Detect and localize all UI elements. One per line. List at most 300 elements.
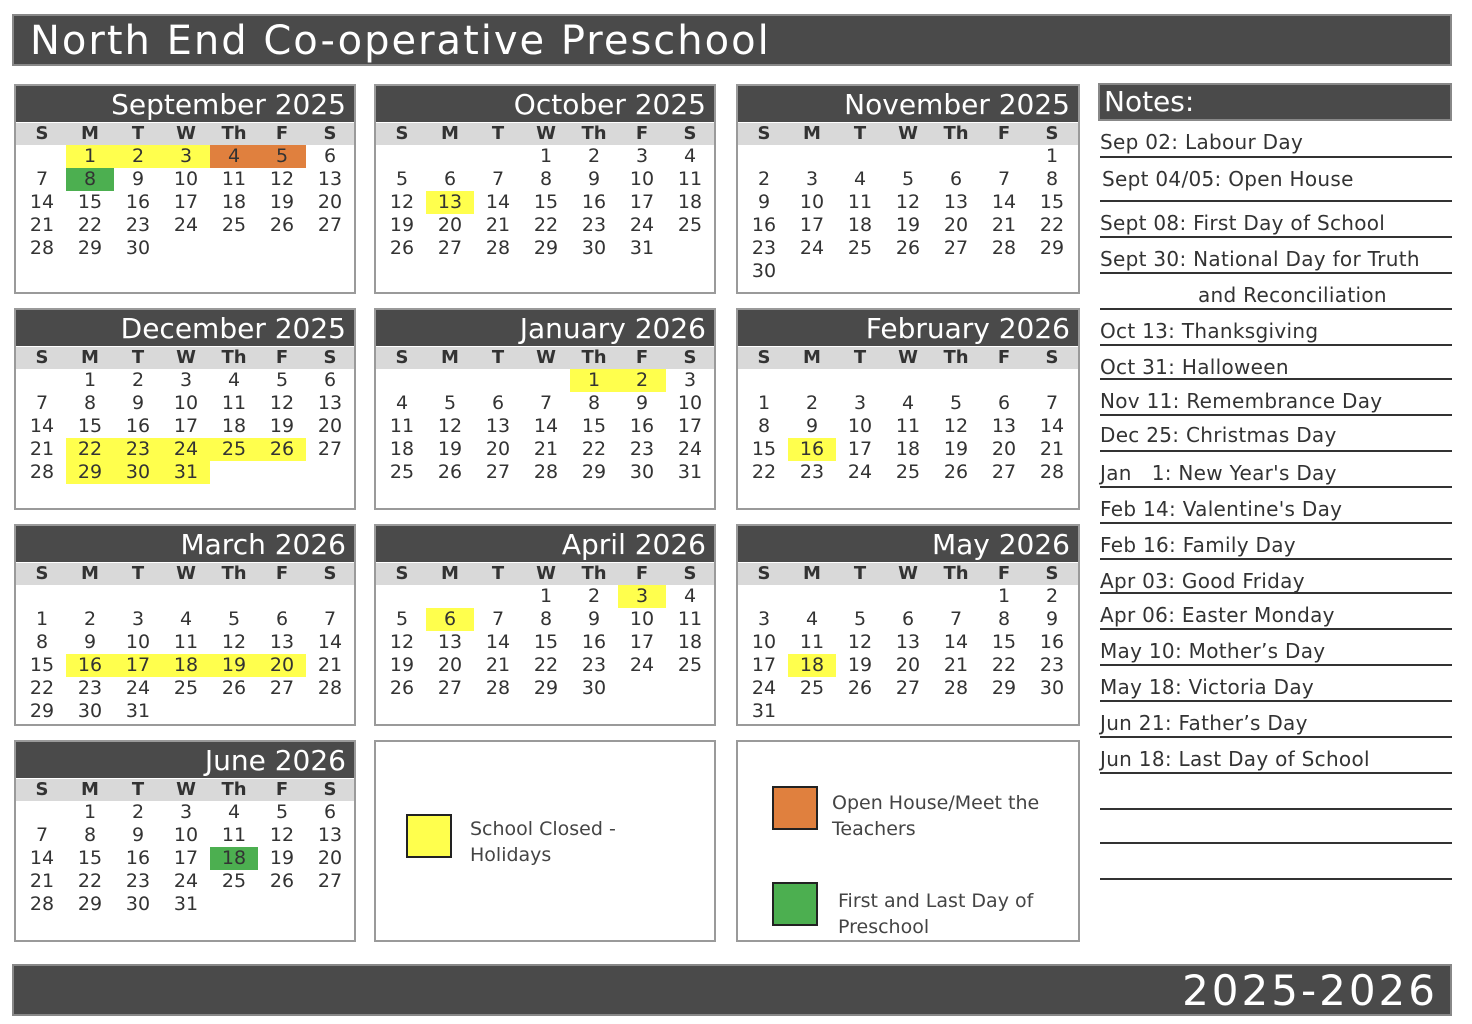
- weekday-header: [16, 563, 354, 585]
- day-cell: 23: [799, 461, 825, 483]
- day-cell: 12: [895, 191, 921, 213]
- day-cell: [210, 585, 258, 608]
- weekday-label: T: [491, 347, 505, 368]
- week-row: [738, 145, 1078, 168]
- day-cell: 19: [210, 654, 258, 677]
- week-row: [738, 168, 1078, 191]
- week-row: [738, 438, 1078, 461]
- day-cell: 14: [29, 191, 55, 213]
- day-cell: 28: [29, 237, 55, 259]
- day-cell: 25: [799, 677, 825, 699]
- day-cell: [426, 585, 474, 608]
- day-cell: 29: [1039, 237, 1065, 259]
- note-rule: [1100, 272, 1452, 274]
- day-cell: 22: [751, 461, 777, 483]
- month-calendar: [14, 524, 356, 726]
- day-cell: 20: [317, 415, 343, 437]
- note-entry: Sept 08: First Day of School: [1100, 211, 1386, 235]
- note-entry: Jan 1: New Year's Day: [1100, 461, 1337, 485]
- day-cell: 8: [997, 608, 1011, 630]
- day-cell: 28: [943, 677, 969, 699]
- month-calendar: [736, 84, 1080, 294]
- weekday-header: [738, 123, 1078, 145]
- week-row: [16, 700, 354, 723]
- day-cell: 12: [943, 415, 969, 437]
- weekday-label: F: [275, 347, 289, 368]
- weekday-label: M: [81, 563, 99, 584]
- day-cell: 14: [317, 631, 343, 653]
- day-cell: 30: [125, 893, 151, 915]
- month-calendar: [14, 84, 356, 294]
- day-cell: 29: [991, 677, 1017, 699]
- month-title: May 2026: [738, 526, 1078, 562]
- month-title: December 2025: [16, 310, 354, 346]
- day-cell: [980, 260, 1028, 283]
- day-cell: [836, 369, 884, 392]
- week-row: [16, 677, 354, 700]
- weekday-label: M: [441, 123, 459, 144]
- day-cell: 30: [77, 700, 103, 722]
- day-cell: 25: [173, 677, 199, 699]
- day-cell: [884, 585, 932, 608]
- weekday-label: F: [275, 563, 289, 584]
- day-cell: [378, 369, 426, 392]
- day-cell: 13: [317, 824, 343, 846]
- day-cell: 22: [991, 654, 1017, 676]
- day-cell: 4: [683, 585, 697, 607]
- day-cell: 15: [77, 847, 103, 869]
- day-cell: 18: [162, 654, 210, 677]
- title-bar: [12, 14, 1452, 66]
- day-cell: 23: [629, 438, 655, 460]
- day-cell: 10: [799, 191, 825, 213]
- week-row: [16, 870, 354, 893]
- weekday-label: F: [997, 123, 1011, 144]
- day-cell: 22: [77, 214, 103, 236]
- week-row: [376, 369, 714, 392]
- day-cell: 31: [629, 237, 655, 259]
- day-cell: 22: [533, 214, 559, 236]
- day-cell: 3: [131, 608, 145, 630]
- week-row: [738, 631, 1078, 654]
- day-cell: 16: [751, 214, 777, 236]
- month-calendar: [374, 84, 716, 294]
- day-cell: 13: [426, 191, 474, 214]
- weekday-label: M: [81, 779, 99, 800]
- day-cell: 6: [949, 168, 963, 190]
- day-cell: [788, 145, 836, 168]
- day-cell: 9: [587, 608, 601, 630]
- day-cell: [980, 369, 1028, 392]
- weekday-label: W: [536, 347, 556, 368]
- day-cell: [66, 585, 114, 608]
- day-cell: 19: [269, 415, 295, 437]
- day-cell: 18: [221, 415, 247, 437]
- day-cell: 3: [683, 369, 697, 391]
- day-cell: 8: [587, 392, 601, 414]
- day-cell: 21: [533, 438, 559, 460]
- day-cell: 15: [533, 631, 559, 653]
- day-cell: 24: [173, 214, 199, 236]
- weekday-label: M: [441, 347, 459, 368]
- day-cell: 6: [443, 168, 457, 190]
- note-rule: [1100, 664, 1452, 666]
- note-entry: Dec 25: Christmas Day: [1100, 423, 1337, 447]
- week-row: [738, 700, 1078, 723]
- note-entry: Sept 30: National Day for Truth: [1100, 247, 1420, 271]
- week-row: [738, 191, 1078, 214]
- weekday-label: W: [898, 563, 918, 584]
- day-cell: 12: [269, 168, 295, 190]
- day-cell: 29: [77, 237, 103, 259]
- day-cell: 28: [485, 677, 511, 699]
- day-cell: [522, 369, 570, 392]
- weekday-header: [738, 347, 1078, 369]
- week-row: [376, 461, 714, 484]
- day-cell: 12: [269, 392, 295, 414]
- month-title: January 2026: [376, 310, 714, 346]
- weekday-label: Th: [581, 347, 607, 368]
- weekday-label: T: [853, 347, 867, 368]
- day-cell: 16: [66, 654, 114, 677]
- day-cell: 29: [29, 700, 55, 722]
- weekday-label: T: [853, 123, 867, 144]
- day-cell: 29: [77, 893, 103, 915]
- day-cell: 7: [539, 392, 553, 414]
- day-cell: 24: [799, 237, 825, 259]
- day-cell: 9: [83, 631, 97, 653]
- day-cell: 15: [1039, 191, 1065, 213]
- week-row: [376, 191, 714, 214]
- day-cell: 9: [131, 392, 145, 414]
- weekday-header: [16, 779, 354, 801]
- weekday-label: S: [1045, 563, 1059, 584]
- day-cell: 3: [179, 369, 193, 391]
- day-cell: 14: [1039, 415, 1065, 437]
- weekday-label: M: [803, 123, 821, 144]
- day-cell: 4: [805, 608, 819, 630]
- day-cell: [18, 801, 66, 824]
- day-cell: 12: [389, 631, 415, 653]
- day-cell: 8: [66, 168, 114, 191]
- note-entry: Apr 03: Good Friday: [1100, 569, 1305, 593]
- day-cell: [740, 145, 788, 168]
- note-rule: [1100, 700, 1452, 702]
- first-last-swatch: [772, 882, 818, 926]
- day-cell: 28: [29, 893, 55, 915]
- note-rule: [1100, 808, 1452, 810]
- day-cell: 13: [437, 631, 463, 653]
- day-cell: [788, 700, 836, 723]
- day-cell: 19: [437, 438, 463, 460]
- day-cell: 3: [853, 392, 867, 414]
- day-cell: 17: [629, 191, 655, 213]
- day-cell: [788, 260, 836, 283]
- day-cell: [210, 893, 258, 916]
- weekday-label: T: [131, 123, 145, 144]
- day-cell: [474, 585, 522, 608]
- day-cell: 6: [997, 392, 1011, 414]
- day-cell: 24: [677, 438, 703, 460]
- weekday-header: [376, 347, 714, 369]
- week-row: [16, 214, 354, 237]
- day-cell: 11: [677, 168, 703, 190]
- note-entry: Oct 13: Thanksgiving: [1100, 319, 1319, 343]
- day-cell: 24: [847, 461, 873, 483]
- day-cell: [884, 145, 932, 168]
- day-cell: 10: [847, 415, 873, 437]
- weekday-header: [16, 347, 354, 369]
- week-row: [16, 145, 354, 168]
- day-cell: 30: [1039, 677, 1065, 699]
- day-cell: [306, 585, 354, 608]
- day-cell: 27: [269, 677, 295, 699]
- weekday-label: W: [176, 123, 196, 144]
- week-row: [376, 214, 714, 237]
- day-cell: 14: [485, 631, 511, 653]
- day-cell: 18: [221, 191, 247, 213]
- note-rule: [1100, 200, 1452, 202]
- day-cell: 26: [895, 237, 921, 259]
- day-cell: 14: [991, 191, 1017, 213]
- day-cell: 22: [77, 870, 103, 892]
- week-row: [738, 654, 1078, 677]
- day-cell: 15: [991, 631, 1017, 653]
- note-rule: [1100, 592, 1452, 594]
- week-row: [16, 893, 354, 916]
- week-row: [376, 677, 714, 700]
- week-row: [16, 801, 354, 824]
- day-cell: [618, 677, 666, 700]
- day-cell: 6: [491, 392, 505, 414]
- day-cell: 2: [587, 585, 601, 607]
- day-cell: 24: [629, 654, 655, 676]
- week-row: [376, 415, 714, 438]
- day-cell: 21: [317, 654, 343, 676]
- day-cell: 7: [1045, 392, 1059, 414]
- day-cell: 7: [35, 824, 49, 846]
- day-cell: 17: [173, 415, 199, 437]
- day-cell: [114, 585, 162, 608]
- day-cell: 10: [125, 631, 151, 653]
- day-cell: 10: [629, 608, 655, 630]
- day-cell: 1: [35, 608, 49, 630]
- day-cell: 25: [677, 654, 703, 676]
- note-rule: [1100, 486, 1452, 488]
- day-cell: 25: [677, 214, 703, 236]
- day-cell: 26: [847, 677, 873, 699]
- day-cell: [666, 677, 714, 700]
- day-cell: 13: [895, 631, 921, 653]
- day-cell: 4: [853, 168, 867, 190]
- weekday-label: Th: [581, 123, 607, 144]
- weekday-label: F: [275, 123, 289, 144]
- day-cell: 16: [125, 191, 151, 213]
- day-cell: 26: [258, 438, 306, 461]
- day-cell: 19: [943, 438, 969, 460]
- day-cell: 16: [788, 438, 836, 461]
- week-row: [738, 415, 1078, 438]
- day-cell: [1028, 700, 1076, 723]
- day-cell: [740, 585, 788, 608]
- week-row: [376, 585, 714, 608]
- day-cell: 24: [629, 214, 655, 236]
- day-cell: 18: [677, 631, 703, 653]
- weekday-label: T: [491, 123, 505, 144]
- day-cell: 14: [533, 415, 559, 437]
- weekday-label: S: [35, 563, 49, 584]
- week-row: [16, 438, 354, 461]
- legend-events-box: [736, 740, 1080, 942]
- day-cell: 5: [949, 392, 963, 414]
- day-cell: 4: [683, 145, 697, 167]
- day-cell: 25: [221, 214, 247, 236]
- day-cell: 3: [618, 585, 666, 608]
- day-cell: 22: [1039, 214, 1065, 236]
- day-cell: 27: [317, 870, 343, 892]
- day-cell: 16: [629, 415, 655, 437]
- weekday-label: F: [635, 563, 649, 584]
- month-calendar: [14, 308, 356, 510]
- day-cell: 20: [317, 847, 343, 869]
- note-rule: [1100, 842, 1452, 844]
- day-cell: 8: [83, 824, 97, 846]
- day-cell: 28: [533, 461, 559, 483]
- note-entry: Jun 21: Father’s Day: [1100, 711, 1308, 735]
- day-cell: 5: [275, 369, 289, 391]
- day-cell: [306, 893, 354, 916]
- weekday-label: F: [997, 347, 1011, 368]
- week-row: [376, 654, 714, 677]
- holiday-swatch: [406, 814, 452, 858]
- day-cell: 11: [173, 631, 199, 653]
- day-cell: 27: [895, 677, 921, 699]
- weekday-label: S: [683, 347, 697, 368]
- day-cell: [18, 145, 66, 168]
- weekday-label: W: [176, 347, 196, 368]
- day-cell: 18: [210, 847, 258, 870]
- day-cell: 20: [258, 654, 306, 677]
- day-cell: 29: [66, 461, 114, 484]
- week-row: [16, 237, 354, 260]
- day-cell: 6: [426, 608, 474, 631]
- day-cell: 9: [757, 191, 771, 213]
- week-row: [376, 392, 714, 415]
- month-calendar: [374, 308, 716, 510]
- day-cell: 8: [539, 168, 553, 190]
- day-cell: 12: [437, 415, 463, 437]
- note-entry: Oct 31: Halloween: [1100, 355, 1289, 379]
- weekday-label: F: [275, 779, 289, 800]
- day-cell: 4: [901, 392, 915, 414]
- day-cell: 17: [799, 214, 825, 236]
- day-cell: 15: [29, 654, 55, 676]
- day-cell: 9: [131, 168, 145, 190]
- day-cell: 30: [581, 677, 607, 699]
- day-cell: 7: [997, 168, 1011, 190]
- weekday-label: Th: [221, 347, 247, 368]
- day-cell: 27: [485, 461, 511, 483]
- day-cell: 14: [485, 191, 511, 213]
- weekday-label: Th: [221, 123, 247, 144]
- day-cell: 22: [29, 677, 55, 699]
- day-cell: 26: [269, 214, 295, 236]
- week-row: [738, 369, 1078, 392]
- day-cell: 2: [587, 145, 601, 167]
- day-cell: 20: [895, 654, 921, 676]
- day-cell: 26: [389, 237, 415, 259]
- week-row: [738, 608, 1078, 631]
- day-cell: 14: [29, 415, 55, 437]
- note-rule: [1100, 628, 1452, 630]
- week-row: [16, 608, 354, 631]
- day-cell: 11: [799, 631, 825, 653]
- week-row: [16, 392, 354, 415]
- day-cell: 27: [437, 677, 463, 699]
- day-cell: 6: [275, 608, 289, 630]
- note-entry: Apr 06: Easter Monday: [1100, 603, 1335, 627]
- week-row: [16, 168, 354, 191]
- day-cell: [378, 585, 426, 608]
- weekday-label: S: [395, 347, 409, 368]
- day-cell: 6: [323, 801, 337, 823]
- day-cell: 26: [269, 870, 295, 892]
- day-cell: 2: [1045, 585, 1059, 607]
- weekday-label: F: [997, 563, 1011, 584]
- note-rule: [1100, 156, 1452, 158]
- legend-first-last-label: First and Last Day of Preschool: [838, 890, 1034, 938]
- day-cell: 1: [757, 392, 771, 414]
- day-cell: 7: [35, 392, 49, 414]
- weekday-label: S: [757, 123, 771, 144]
- day-cell: [162, 237, 210, 260]
- day-cell: 29: [533, 237, 559, 259]
- day-cell: 4: [210, 145, 258, 168]
- day-cell: 7: [491, 608, 505, 630]
- day-cell: 17: [677, 415, 703, 437]
- weekday-label: Th: [221, 563, 247, 584]
- weekday-label: F: [635, 123, 649, 144]
- note-rule: [1100, 522, 1452, 524]
- page-title: North End Co-operative Preschool: [30, 18, 771, 64]
- weekday-label: W: [898, 123, 918, 144]
- day-cell: 9: [635, 392, 649, 414]
- weekday-label: S: [683, 123, 697, 144]
- day-cell: 19: [269, 847, 295, 869]
- day-cell: 5: [443, 392, 457, 414]
- day-cell: 3: [757, 608, 771, 630]
- day-cell: [258, 700, 306, 723]
- day-cell: 7: [35, 168, 49, 190]
- day-cell: 5: [395, 608, 409, 630]
- weekday-header: [16, 123, 354, 145]
- weekday-label: S: [323, 779, 337, 800]
- day-cell: 21: [29, 870, 55, 892]
- week-row: [16, 415, 354, 438]
- note-rule: [1100, 450, 1452, 452]
- day-cell: [932, 145, 980, 168]
- legend-holidays-label: School Closed - Holidays: [470, 818, 616, 866]
- day-cell: 23: [581, 654, 607, 676]
- day-cell: [210, 237, 258, 260]
- weekday-label: T: [131, 779, 145, 800]
- week-row: [738, 585, 1078, 608]
- day-cell: 23: [581, 214, 607, 236]
- day-cell: 13: [317, 168, 343, 190]
- weekday-label: W: [176, 563, 196, 584]
- weekday-label: Th: [221, 779, 247, 800]
- day-cell: [306, 461, 354, 484]
